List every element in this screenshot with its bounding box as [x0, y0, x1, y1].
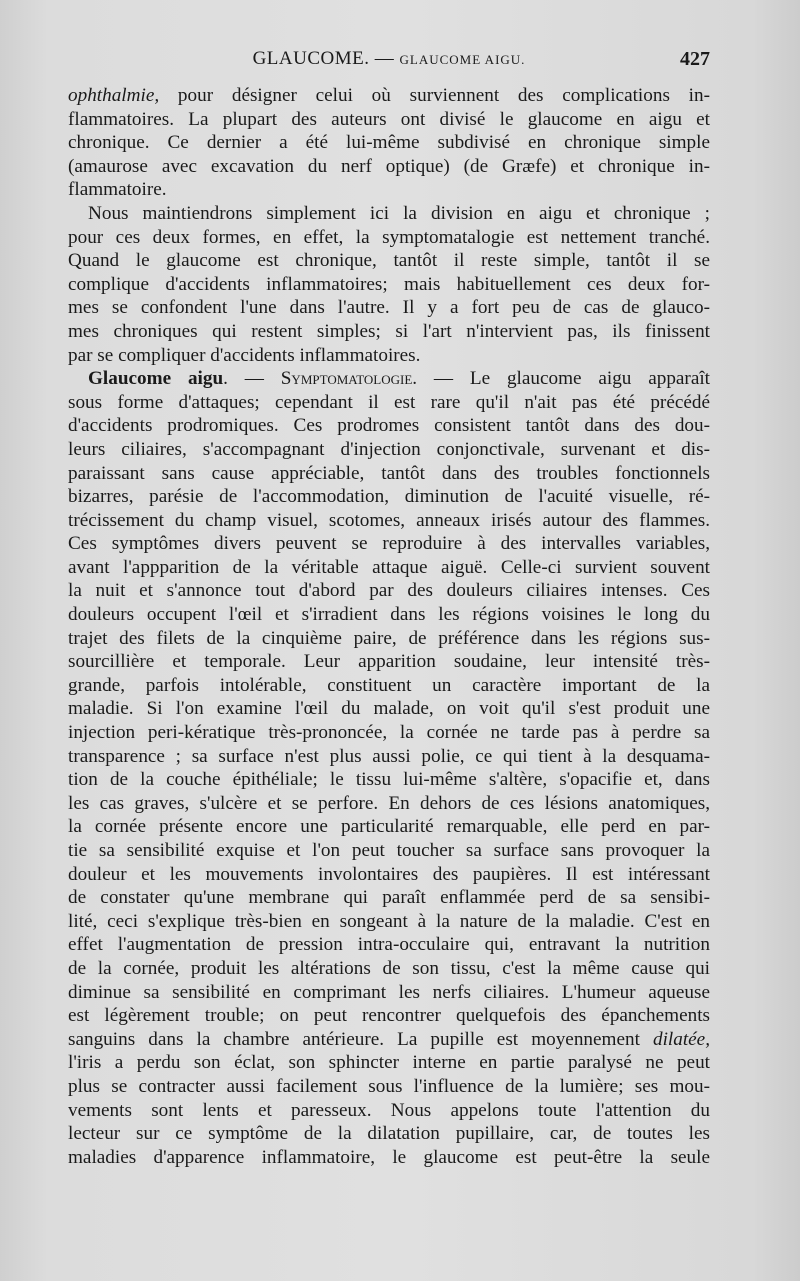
text-run: mes se confondent l'une dans l'autre. Il y a fort peu de cas de glauco- [68, 297, 710, 319]
text-run: Symptomatologie [280, 368, 413, 390]
text-line [68, 462, 710, 486]
text-run: effet l'augmentation de pression intra-occulaire qui, entravant la nutrition [68, 934, 710, 956]
text-run: d'accidents prodromiques. Ces prodromes consistent tantôt dans des dou- [68, 415, 710, 437]
text-line [68, 509, 710, 533]
text-run: douleurs occupent l'œil et s'irradient dans les régions voisines le long du [68, 604, 710, 626]
page-header [68, 48, 710, 76]
text-line [68, 1122, 710, 1146]
text-line [68, 1051, 710, 1075]
text-line [68, 485, 710, 509]
text-line [68, 650, 710, 674]
text-run: flammatoires. La plupart des auteurs ont divisé le glaucome en aigu et [68, 108, 710, 130]
text-run: douleur et les mouvements involontaires des paupières. Il est intéressant [68, 863, 710, 885]
text-line [68, 579, 710, 603]
text-line [68, 556, 710, 580]
text-line [68, 1028, 710, 1052]
page-number: 427 [680, 48, 710, 70]
text-line [68, 674, 710, 698]
text-run: sous forme d'attaques; cependant il est rare qu'il n'ait pas été précédé [68, 391, 710, 413]
text-line [68, 933, 710, 957]
text-line [68, 839, 710, 863]
text-line [68, 202, 710, 226]
text-line [68, 1146, 710, 1170]
text-line [68, 131, 710, 155]
text-line [68, 414, 710, 438]
text-run: (amaurose avec excavation du nerf optique) (de Græfe) et chronique in- [68, 155, 710, 177]
text-run: complique d'accidents inflammatoires; mais habituellement ces deux for- [68, 273, 710, 295]
text-run: est légèrement trouble; on peut rencontrer quelquefois des épanchements [68, 1005, 710, 1027]
text-run: Ces symptômes divers peuvent se reproduire à des intervalles variables, [68, 533, 710, 555]
text-run: de la cornée, produit les altérations de son tissu, c'est la même cause qui [68, 957, 710, 979]
text-run: chronique. Ce dernier a été lui-même subdivisé en chronique simple [68, 132, 710, 154]
text-line [68, 249, 710, 273]
text-line [68, 910, 710, 934]
text-run: Nous maintiendrons simplement ici la division en aigu et chronique ; [88, 202, 710, 224]
text-run: maladie. Si l'on examine l'œil du malade, on voit qu'il s'est produit une [68, 698, 710, 720]
text-run: la cornée présente encore une particularité remarquable, elle perd en par- [68, 816, 710, 838]
text-line [68, 108, 710, 132]
text-run: sourcillière et temporale. Leur apparition soudaine, leur intensité très- [68, 651, 710, 673]
text-run: grande, parfois intolérable, constituent un caractère important de la [68, 674, 710, 696]
text-line [68, 532, 710, 556]
paragraph [68, 202, 710, 367]
text-run: Glaucome aigu [88, 368, 224, 390]
running-head-subtitle: GLAUCOME AIGU. [399, 52, 526, 67]
paragraph [68, 84, 710, 202]
text-line [68, 367, 710, 391]
text-run: pour désigner celui où surviennent des complications in- [159, 85, 710, 106]
text-run: trécissement du champ visuel, scotomes, anneaux irisés autour des flammes. [68, 509, 710, 531]
text-line [68, 178, 710, 202]
text-run: diminue sa sensibilité en comprimant les nerfs ciliaires. L'humeur aqueuse [68, 981, 710, 1003]
text-line [68, 886, 710, 910]
text-line [68, 296, 710, 320]
text-run: tie sa sensibilité exquise et l'on peut toucher sa surface sans provoquer la [68, 840, 710, 861]
running-head-title: GLAUCOME. [252, 48, 370, 69]
text-run: leurs ciliaires, s'accompagnant d'injection conjonctivale, survenant et dis- [68, 438, 710, 460]
text-run: ophthalmie, [68, 85, 160, 106]
text-line [68, 344, 710, 368]
text-line [68, 1075, 710, 1099]
text-line [68, 721, 710, 745]
text-line [68, 273, 710, 297]
text-line [68, 155, 710, 179]
text-run: la nuit et s'annonce tout d'abord par des douleurs ciliaires intenses. Ces [68, 580, 710, 602]
text-run: transparence ; sa surface n'est plus aussi polie, ce qui tient à la desquama- [68, 745, 710, 767]
text-line [68, 603, 710, 627]
text-run: pour ces deux formes, en effet, la symptomatalogie est nettement tranché. [68, 226, 710, 248]
text-line [68, 863, 710, 887]
text-line [68, 745, 710, 769]
text-line [68, 320, 710, 344]
text-run: de constater qu'une membrane qui paraît enflammée perd de sa sensibi- [68, 887, 710, 909]
text-run: flammatoire. [68, 179, 167, 201]
text-run: Quand le glaucome est chronique, tantôt il reste simple, tantôt il se [68, 250, 710, 272]
text-line [68, 84, 710, 108]
text-line [68, 438, 710, 462]
text-line [68, 226, 710, 250]
running-head-dash: — [374, 48, 395, 69]
text-line [68, 697, 710, 721]
text-run: dilatée, [652, 1028, 710, 1050]
text-run: lité, ceci s'explique très-bien en songeant à la nature de la maladie. C'est en [68, 910, 710, 932]
body-text [68, 84, 710, 1169]
text-run: lecteur sur ce symptôme de la dilatation pupillaire, car, de toutes les [68, 1123, 710, 1145]
text-run: . — Le glaucome aigu apparaît [412, 368, 710, 390]
text-run: vements sont lents et paresseux. Nous appelons toute l'attention du [68, 1099, 710, 1121]
text-line [68, 981, 710, 1005]
text-run: . — [223, 368, 281, 390]
text-run: tion de la couche épithéliale; le tissu lui-même s'altère, s'opacifie et, dans [68, 769, 710, 791]
text-line [68, 815, 710, 839]
text-run: avant l'appparition de la véritable attaque aiguë. Celle-ci survient souvent [68, 556, 710, 578]
text-line [68, 391, 710, 415]
text-run: les cas graves, s'ulcère et se perfore. En dehors de ces lésions anatomiques, [68, 792, 710, 814]
text-run: maladies d'apparence inflammatoire, le glaucome est peut-être la seule [68, 1146, 710, 1168]
text-line [68, 792, 710, 816]
text-line [68, 627, 710, 651]
text-run: mes chroniques qui restent simples; si l'art n'intervient pas, ils finissent [68, 320, 710, 342]
text-line [68, 1099, 710, 1123]
text-line [68, 957, 710, 981]
paragraph [68, 367, 710, 1169]
text-run: sanguins dans la chambre antérieure. La pupille est moyennement [68, 1028, 653, 1050]
text-run: l'iris a perdu son éclat, son sphincter interne en partie paralysé ne peut [68, 1052, 710, 1074]
running-head [68, 48, 710, 70]
text-run: paraissant sans cause appréciable, tantôt dans des troubles fonctionnels [68, 462, 710, 484]
text-run: par se compliquer d'accidents inflammatoires. [68, 344, 421, 366]
text-line [68, 768, 710, 792]
text-run: trajet des filets de la cinquième paire, de préférence dans les régions sus- [68, 627, 710, 649]
text-line [68, 1004, 710, 1028]
text-run: injection peri-kératique très-prononcée, la cornée ne tarde pas à perdre sa [68, 722, 710, 744]
text-run: plus se contracter aussi facilement sous l'influence de la lumière; ses mou- [68, 1075, 710, 1097]
text-run: bizarres, parésie de l'accommodation, diminution de l'acuité visuelle, ré- [68, 486, 710, 508]
